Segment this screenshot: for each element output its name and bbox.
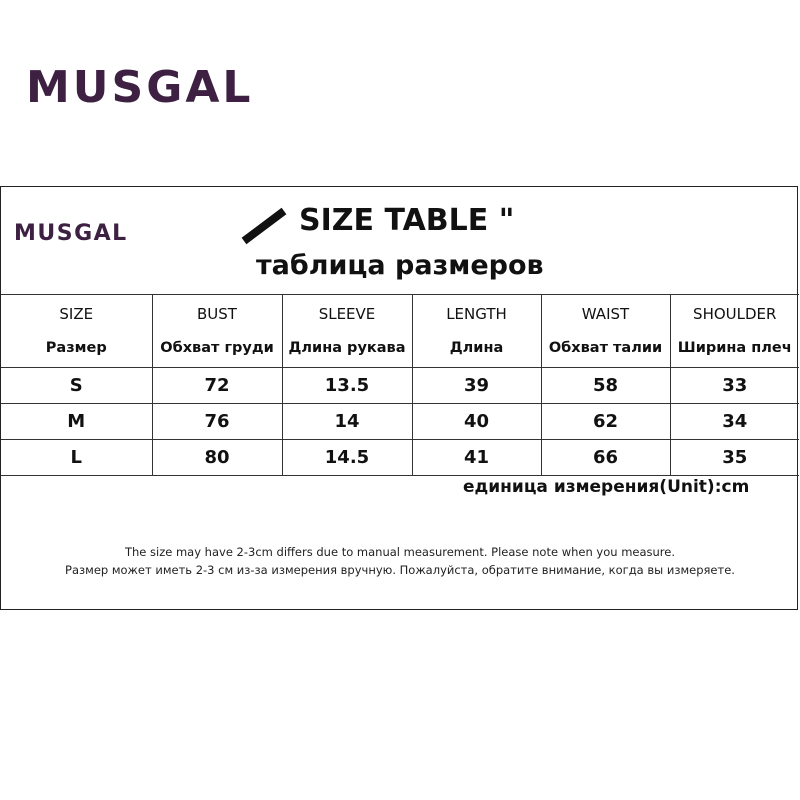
- table-cell: 62: [541, 404, 670, 440]
- size-table: [1, 294, 799, 476]
- column-header-en: SLEEVE: [318, 305, 376, 323]
- table-row: [1, 440, 799, 476]
- column-header-size: [1, 295, 152, 368]
- table-cell: S: [1, 368, 152, 404]
- column-header-en: BUST: [197, 305, 237, 323]
- table-row: [1, 404, 799, 440]
- column-header-waist: [541, 295, 670, 368]
- column-header-ru: Обхват груди: [160, 340, 274, 356]
- table-cell: 58: [541, 368, 670, 404]
- table-cell: M: [1, 404, 152, 440]
- table-header-row: [1, 295, 799, 368]
- table-cell: 80: [152, 440, 282, 476]
- column-header-length: [412, 295, 541, 368]
- table-cell: 34: [670, 404, 799, 440]
- column-header-en: LENGTH: [446, 305, 507, 323]
- table-cell: 66: [541, 440, 670, 476]
- brand-logo: MUSGAL: [26, 62, 254, 113]
- measurement-note-english: The size may have 2-3cm differs due to manual measurement. Please note when you measure.: [124, 545, 676, 559]
- table-cell: 35: [670, 440, 799, 476]
- column-header-en: SHOULDER: [693, 305, 777, 323]
- table-cell: 13.5: [282, 368, 412, 404]
- table-cell: 14: [282, 404, 412, 440]
- table-cell: 76: [152, 404, 282, 440]
- table-row: [1, 368, 799, 404]
- table-cell: 72: [152, 368, 282, 404]
- table-cell: L: [1, 440, 152, 476]
- table-cell: 41: [412, 440, 541, 476]
- title-russian: таблица размеров: [256, 250, 544, 281]
- column-header-ru: Ширина плеч: [677, 340, 792, 356]
- column-header-ru: Размер: [45, 340, 107, 356]
- table-cell: 33: [670, 368, 799, 404]
- column-header-ru: Длина рукава: [288, 340, 406, 356]
- table-cell: 14.5: [282, 440, 412, 476]
- pen-icon: [240, 205, 290, 245]
- measurement-note-russian: Размер может иметь 2-3 см из-за измерения вручную. Пожалуйста, обратите внимание, когда вы измеряете.: [65, 563, 735, 577]
- column-header-sleeve: [282, 295, 412, 368]
- column-header-bust: [152, 295, 282, 368]
- brand-logo-small: MUSGAL: [14, 221, 128, 246]
- column-header-en: SIZE: [59, 305, 94, 323]
- column-header-en: WAIST: [581, 305, 630, 323]
- size-chart-card: [0, 186, 798, 610]
- column-header-ru: Длина: [449, 340, 504, 356]
- table-cell: 40: [412, 404, 541, 440]
- unit-label: единица измерения(Unit):cm: [463, 477, 750, 497]
- title-english: SIZE TABLE ": [299, 203, 515, 238]
- table-cell: 39: [412, 368, 541, 404]
- column-header-ru: Обхват талии: [548, 340, 663, 356]
- column-header-shoulder: [670, 295, 799, 368]
- size-chart-header: [1, 187, 797, 294]
